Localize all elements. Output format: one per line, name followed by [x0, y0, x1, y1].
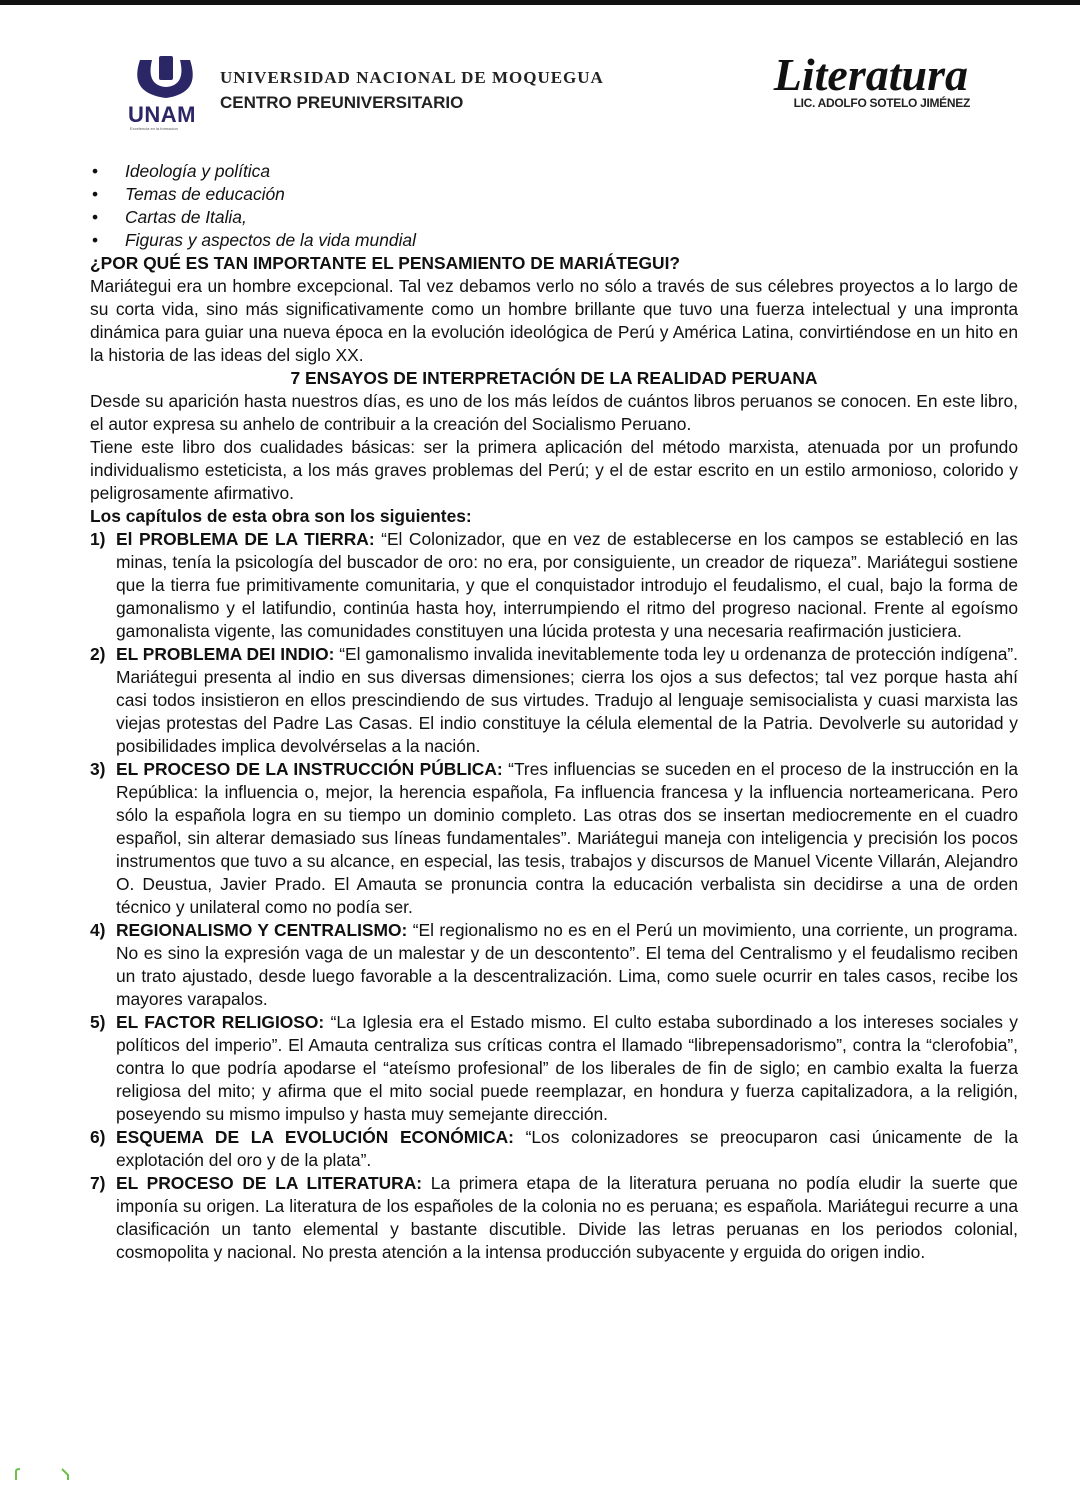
essays-paragraph-2: Tiene este libro dos cualidades básicas: ser la primera aplicación del método marxista, atenuada por un profundo individualismo esteticista, a los más graves problemas del Perú; y el de estar escrito en un estilo armonioso, colorido y peligrosamente afirmativo.	[90, 437, 1018, 503]
chapter-item	[90, 1172, 1018, 1264]
chapter-number: 6)	[90, 1127, 106, 1147]
chapter-number: 2)	[90, 644, 106, 664]
chapter-text: “El gamonalismo invalida inevitablemente toda ley u ordenanza de protección indígena”. Mariátegui presenta al indio en sus diversas dimensiones; cierra los ojos a sus defectos; tal vez porque hasta ahí casi todos insistieron en ellos prescindiendo de sus virtudes. Tradujo al lenguaje semisocialista y cuasi marxista las viejas protestas del Padre Las Casas. El indio constituye la célula elemental de la Patria. Devolverle su autoridad y posibilidades implica devolvérselas a la nación.	[116, 644, 1019, 756]
chapter-text: “El regionalismo no es en el Perú un movimiento, una corriente, un programa. No es sino la expresión vaga de un malestar y de un descontento”. El tema del Centralismo y el feudalismo reciben un trato ajustado, desde luego favorable a la descentralización. Lima, como suele ocurrir en tales casos, recibe los mayores varapalos.	[116, 920, 1019, 1009]
teacher-name: LIC. ADOLFO SOTELO JIMÉNEZ	[793, 96, 970, 110]
chapter-title: ESQUEMA DE LA EVOLUCIÓN ECONÓMICA:	[116, 1127, 514, 1147]
chapter-item	[90, 643, 1019, 758]
chapter-number: 7)	[90, 1173, 106, 1193]
list-item: • Figuras y aspectos de la vida mundial	[125, 229, 1018, 252]
chapter-item	[90, 758, 1018, 919]
chapter-title: El PROBLEMA DE LA TIERRA:	[116, 529, 375, 549]
chapter-text: “La Iglesia era el Estado mismo. El culto estaba subordinado a los intereses sociales y políticos del imperio”. El Amauta centraliza sus críticas contra el llamado “librepensadorismo”, contra la “clerofobia”, contra lo que podría apodarse el “ateísmo profesional” de los liberales de fin de siglo; en cambio exalta la fuerza religiosa del mito; y afirma que el mito social puede reemplazar, en hondura y fuerza capitalizadora, a la religión, poseyendo su mismo impulso y hasta muy semejante dirección.	[116, 1012, 1018, 1124]
chapter-number: 1)	[90, 529, 106, 549]
works-list	[90, 160, 1018, 252]
chapter-title: EL PROBLEMA DEI INDIO:	[116, 644, 335, 664]
logo-text: UNAM	[128, 102, 196, 127]
subject-title: Literatura	[773, 49, 968, 100]
question-paragraph: Mariátegui era un hombre excepcional. Tal vez debamos verlo no sólo a través de sus célebres proyectos a lo largo de su corta vida, sino más significativamente como un hombre brillante que tuvo una fuerza intelectual y una impronta dinámica para guiar una nueva época en la evolución ideológica de Perú y América Latina, convirtiéndose en un hito en la historia de las ideas del siglo XX.	[90, 276, 1018, 365]
chapter-text: “Los colonizadores se preocuparon casi únicamente de la explotación del oro y de la plata”.	[116, 1127, 1018, 1170]
chapter-title: EL PROCESO DE LA INSTRUCCIÓN PÚBLICA:	[116, 759, 503, 779]
chapters-lead: Los capítulos de esta obra son los siguientes:	[90, 506, 472, 526]
chapter-text: “Tres influencias se suceden en el proceso de la instrucción en la República: la influencia o, mejor, la herencia española, Fa influencia francesa y la influencia norteamericana. Pero sólo la española logra en su tiempo un dominio completo. Las otras dos se insertan mediocremente en el cuadro español, sin alterar demasiado sus líneas fundamentales”. Mariátegui maneja con inteligencia y precisión los pocos instrumentos que tuvo a su alcance, en especial, las tesis, trabajos y discursos de Manuel Vicente Villarán, Alejandro O. Deustua, Javier Prado. El Amauta se pronuncia contra la educación verbalista sin decidirse a una de orden técnico y unilateral como no podía ser.	[116, 759, 1018, 917]
chapter-item	[90, 1011, 1018, 1126]
list-item: • Cartas de Italia,	[125, 206, 1018, 229]
chapter-number: 5)	[90, 1012, 106, 1032]
chapter-title: EL PROCESO DE LA LITERATURA:	[116, 1173, 423, 1193]
page-header	[0, 0, 1080, 150]
crop-mark-left-icon	[14, 1467, 28, 1481]
chapter-title: REGIONALISMO Y CENTRALISMO:	[116, 920, 408, 940]
list-item: • Temas de educación	[125, 183, 1018, 206]
chapter-item	[90, 1126, 1018, 1172]
document-body	[90, 160, 1018, 1264]
essays-paragraph-1: Desde su aparición hasta nuestros días, es uno de los más leídos de cuántos libros peruanos se conocen. En este libro, el autor expresa su anhelo de contribuir a la creación del Socialismo Peruano.	[90, 391, 1018, 434]
chapter-item	[90, 919, 1019, 1011]
center-name: CENTRO PREUNIVERSITARIO	[220, 93, 464, 112]
university-name: UNIVERSIDAD NACIONAL DE MOQUEGUA	[220, 68, 604, 87]
chapter-number: 4)	[90, 920, 106, 940]
chapter-text: “El Colonizador, que en vez de establecerse en los campos se estableció en las minas, tenía la psicología del buscador de oro: no era, por consiguiente, un creador de riqueza”. Mariátegui sostiene que la tierra fue primitivamente comunitaria, y que el conquistador introdujo el feudalismo, el cual, bajo la forma de gamonalismo y el latifundio, continúa hasta hoy, interrumpiendo el ritmo del progreso nacional. Frente al egoísmo gamonalista vigente, las comunidades constituyen una lúcida protesta y una necesaria reafirmación justiciera.	[116, 529, 1018, 641]
crop-mark-right-icon	[58, 1467, 72, 1481]
chapter-number: 3)	[90, 759, 106, 779]
list-item: • Ideología y política	[125, 160, 1018, 183]
question-heading: ¿POR QUÉ ES TAN IMPORTANTE EL PENSAMIENTO DE MARIÁTEGUI?	[90, 253, 681, 273]
chapter-item	[90, 528, 1018, 643]
chapters-list	[90, 528, 1018, 1264]
essays-heading: 7 ENSAYOS DE INTERPRETACIÓN DE LA REALIDAD PERUANA	[290, 368, 818, 388]
logo-tagline: Excelencia en la formacion	[130, 126, 178, 131]
chapter-text: La primera etapa de la literatura peruana no podía eludir la suerte que imponía su origen. La literatura de los españoles de la colonia no es peruana; es española. Mariátegui recurre a una clasificación un tanto elemental y bastante discutible. Divide las letras peruanas en los periodos colonial, cosmopolita y nacional. No presta atención a la intensa producción subyacente y erguida do origen indio.	[116, 1173, 1018, 1262]
chapter-title: EL FACTOR RELIGIOSO:	[116, 1012, 325, 1032]
